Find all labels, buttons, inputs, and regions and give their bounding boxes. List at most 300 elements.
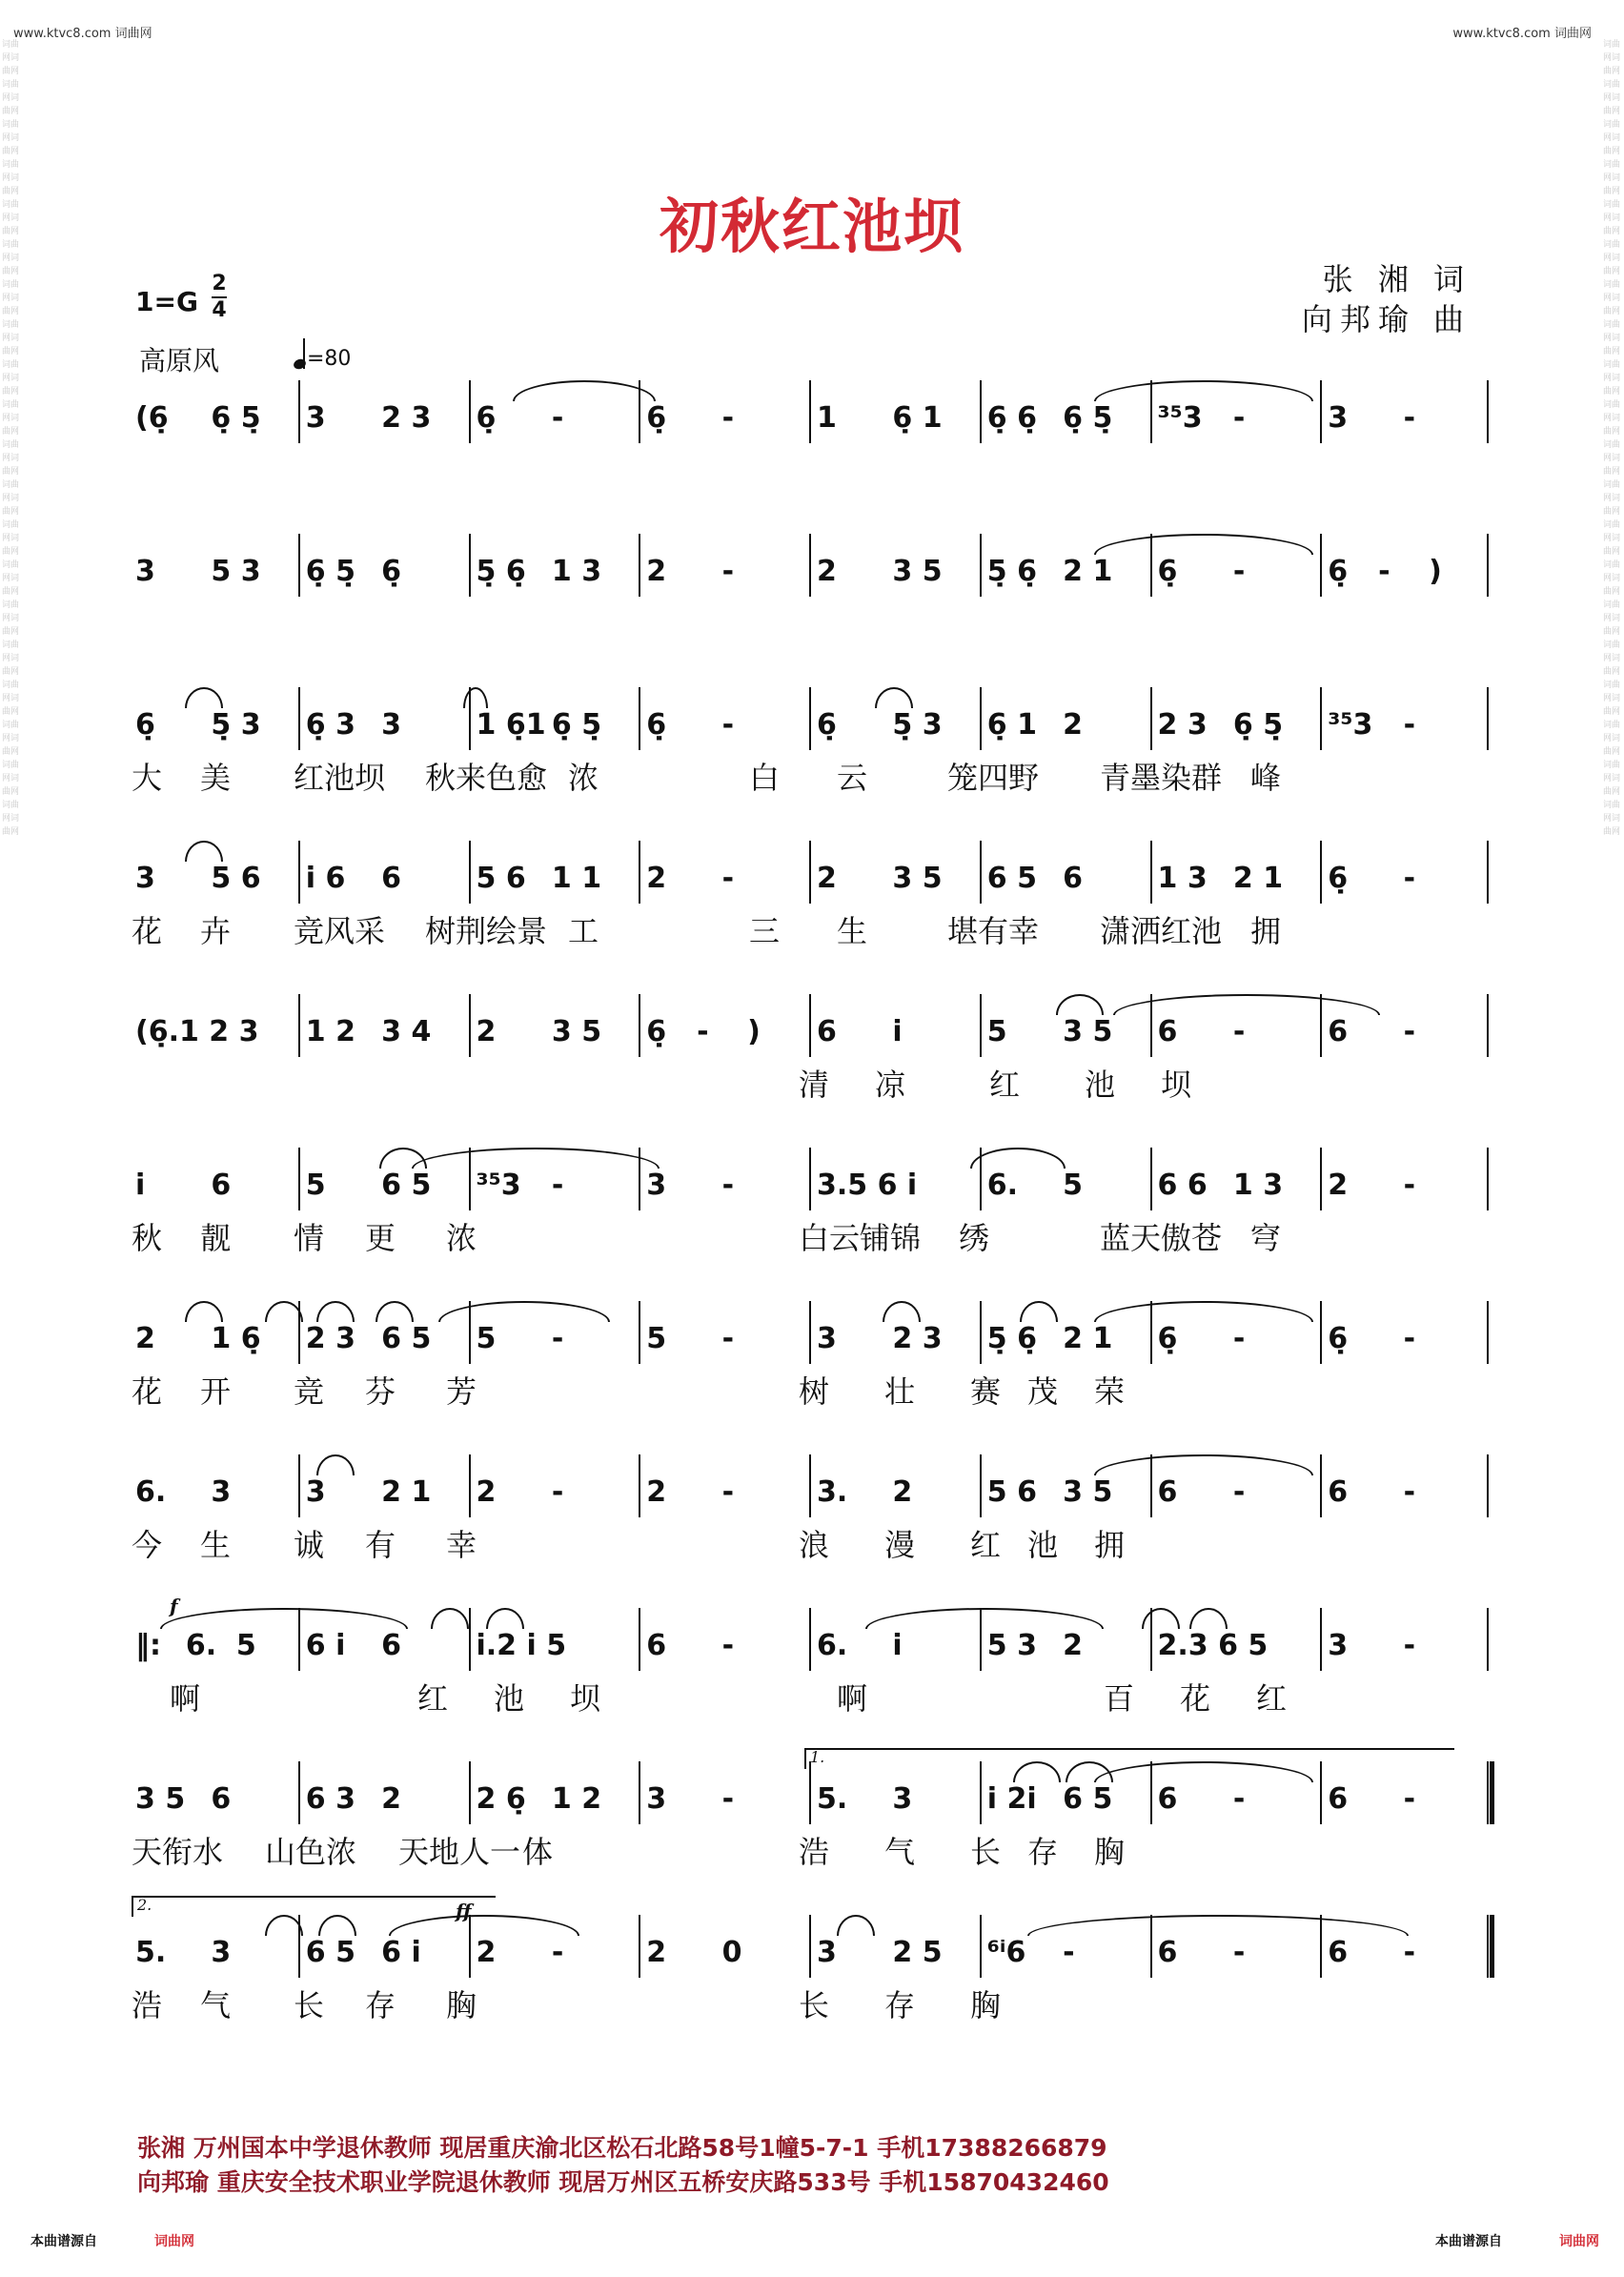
lyric: 胸 <box>446 1987 477 2023</box>
lyric: 今 <box>132 1527 163 1563</box>
barline <box>298 687 300 750</box>
volta-first-label: 1. <box>810 1748 825 1766</box>
barline <box>298 1761 300 1824</box>
hold-dash: - <box>551 1936 564 1969</box>
note: 6 <box>817 1015 837 1048</box>
note: 6̣ <box>646 1015 667 1048</box>
note: 5 6 <box>476 862 526 895</box>
score <box>132 367 1494 2055</box>
barline <box>809 1148 811 1210</box>
notes-row <box>132 1915 1494 1983</box>
barline <box>980 1761 982 1824</box>
note: 6 <box>381 1629 401 1662</box>
lyric: 红 <box>1256 1680 1288 1717</box>
note: 3 <box>135 555 155 588</box>
lyrics-row <box>132 447 1494 500</box>
lyric: 天衔水 <box>132 1834 224 1870</box>
lyric: 卉 <box>200 913 232 949</box>
dynamic-fortissimo: ff <box>456 1900 472 1922</box>
slur <box>1113 994 1380 1015</box>
barline <box>469 380 471 443</box>
final-barline <box>1487 1915 1494 1978</box>
barline <box>639 994 640 1057</box>
score-system <box>132 1595 1494 1748</box>
barline <box>980 1915 982 1978</box>
composer-info: 向邦瑜 重庆安全技术职业学院退休教师 现居万州区五桥安庆路533号 手机15870432460 <box>137 2168 1109 2196</box>
hold-dash: - <box>721 1322 735 1355</box>
note: 6̣ <box>1157 1322 1178 1355</box>
note: 6 <box>1157 1782 1178 1816</box>
source-brand: 词曲网 <box>154 2234 194 2249</box>
hold-dash: - <box>721 555 735 588</box>
note: 5. <box>817 1782 848 1816</box>
barline <box>1487 1454 1489 1517</box>
time-signature <box>212 273 227 322</box>
note: 3 <box>211 1936 232 1969</box>
lyric: 花 <box>1180 1680 1211 1717</box>
note: 6 5 <box>986 862 1037 895</box>
barline <box>469 1608 471 1671</box>
barline <box>1320 380 1322 443</box>
lyric: 红 <box>989 1067 1021 1103</box>
barline <box>298 1454 300 1517</box>
score-system <box>132 1896 1494 2055</box>
hold-dash: - <box>551 401 564 435</box>
lyric: 啊 <box>837 1680 868 1717</box>
slur <box>412 1148 660 1169</box>
hold-dash: - <box>721 708 735 742</box>
side-watermark-left: 词曲网词曲网词曲网词曲网词曲网词曲网词曲网词曲网词曲网词曲网词曲网词曲网词曲网词曲网词曲网词曲网词曲网词曲网词曲网词曲网词曲网词曲网词曲网词曲网词曲网词曲网词曲网词曲网词曲网词曲网词曲网词曲网词曲网词曲网词曲网词曲网词曲网词曲网词曲网词曲网 <box>2 40 19 837</box>
note: 6 <box>1328 1782 1349 1816</box>
note: 6 <box>1328 1015 1349 1048</box>
lyric: 有 <box>365 1527 396 1563</box>
barline <box>809 1301 811 1364</box>
lyric: 凉 <box>875 1067 906 1103</box>
repeat-end-barline <box>1487 1761 1494 1824</box>
note: 6 <box>211 1169 232 1202</box>
repeat-paren: (6̣.1 2 3 <box>135 1015 259 1048</box>
slur <box>883 1301 921 1322</box>
note: 6 <box>1063 862 1083 895</box>
barline <box>298 994 300 1057</box>
note: 6̣ 5̣ <box>1063 401 1113 435</box>
hold-dash: - <box>1403 1322 1416 1355</box>
note: 2 <box>135 1322 155 1355</box>
note: 6. <box>986 1169 1019 1202</box>
lyric: 百 <box>1104 1680 1135 1717</box>
lyric: 穹 <box>1250 1220 1282 1256</box>
note: 2 <box>646 862 667 895</box>
lyric: 浩 <box>132 1987 163 2023</box>
lyric: 存 <box>1027 1834 1059 1870</box>
note: 6̣ <box>1328 555 1349 588</box>
note: 6 6 <box>1157 1169 1208 1202</box>
slur <box>1094 534 1313 555</box>
score-system <box>132 1288 1494 1441</box>
slur <box>1142 1608 1180 1629</box>
hold-dash: - <box>1403 1629 1416 1662</box>
score-system <box>132 367 1494 520</box>
barline <box>1487 994 1489 1057</box>
hold-dash: - <box>551 1322 564 1355</box>
lyric: 山色浓 <box>265 1834 357 1870</box>
credits <box>1302 259 1472 339</box>
note: 6̣ <box>646 708 667 742</box>
lyric: 芬 <box>365 1373 396 1410</box>
barline <box>980 841 982 904</box>
note: 2 3 <box>1157 708 1208 742</box>
note: 2 1 <box>1232 862 1284 895</box>
corner-label: 词曲网 <box>114 27 152 41</box>
slur <box>1094 380 1313 401</box>
repeat-paren: ) <box>747 1015 761 1048</box>
hold-dash: - <box>1403 1475 1416 1509</box>
note: 6 i <box>305 1629 346 1662</box>
note: 1 3 <box>1232 1169 1284 1202</box>
notes-row <box>132 1761 1494 1830</box>
lyric: 蓝天傲苍 <box>1100 1220 1223 1256</box>
note: i 6 <box>305 862 346 895</box>
note: 6 <box>381 862 401 895</box>
note: 6̣ <box>817 708 837 742</box>
note: 6 i <box>381 1936 421 1969</box>
lyric: 云 <box>837 760 868 796</box>
note: 1 6̣ <box>211 1322 261 1355</box>
barline <box>809 994 811 1057</box>
lyric: 气 <box>884 1834 916 1870</box>
slur <box>1027 1915 1409 1936</box>
tempo-marking <box>294 338 351 371</box>
note: 2 <box>892 1475 913 1509</box>
note: 2 <box>646 1475 667 1509</box>
barline <box>1320 1454 1322 1517</box>
note: 3 4 <box>381 1015 432 1048</box>
hold-dash: - <box>551 1169 564 1202</box>
source-label: 本曲谱源自 <box>1435 2234 1502 2249</box>
note: 2 <box>476 1936 497 1969</box>
note: 3 <box>135 862 155 895</box>
note: 3 <box>817 1936 837 1969</box>
lyric: 堪有幸 <box>947 913 1040 949</box>
note: 1 3 <box>551 555 602 588</box>
note: ⁶ⁱ6 <box>986 1936 1026 1969</box>
slur <box>160 1608 408 1629</box>
hold-dash: - <box>1403 1936 1416 1969</box>
lyric: 树 <box>799 1373 830 1410</box>
key-signature: 1=G <box>135 286 198 317</box>
corner-label: 词曲网 <box>1553 27 1592 41</box>
slur <box>486 1608 524 1629</box>
note: 2.3 6 5 <box>1157 1629 1269 1662</box>
lyric: 存 <box>884 1987 916 2023</box>
lyric: 芳 <box>446 1373 477 1410</box>
lyrics-row <box>132 1982 1494 2035</box>
barline <box>980 994 982 1057</box>
hold-dash: - <box>1403 708 1416 742</box>
lyric: 浓 <box>568 760 599 796</box>
note: ³⁵3 <box>1157 401 1203 435</box>
hold-dash: - <box>1232 1015 1246 1048</box>
slur <box>316 1301 355 1322</box>
note: 2 <box>1063 1629 1083 1662</box>
slur <box>438 1301 610 1322</box>
note: 5̣ 3 <box>892 708 943 742</box>
note: 3 <box>381 708 401 742</box>
note: 2 3 <box>305 1322 355 1355</box>
note: 1 1 <box>551 862 602 895</box>
lyric: 赛 <box>970 1373 1002 1410</box>
note: 5 <box>305 1169 326 1202</box>
repeat-paren: (6̣ <box>135 401 169 435</box>
note: 2 <box>646 555 667 588</box>
note: 3 <box>305 401 326 435</box>
barline <box>469 534 471 597</box>
lyric: 池 <box>1027 1527 1059 1563</box>
note: 5. <box>135 1936 167 1969</box>
composer: 向邦瑜 曲 <box>1301 301 1472 337</box>
notes-row <box>132 1148 1494 1216</box>
lyric: 长 <box>294 1987 325 2023</box>
note: 2 <box>476 1475 497 1509</box>
score-system <box>132 1441 1494 1595</box>
note: 2 <box>1328 1169 1349 1202</box>
lyric: 浪 <box>799 1527 830 1563</box>
lyric: 池 <box>494 1680 525 1717</box>
lyrics-row <box>132 754 1494 807</box>
hold-dash: - <box>721 1475 735 1509</box>
note: 3 <box>892 1782 913 1816</box>
corner-site: www.ktvc8.com <box>13 27 112 41</box>
notes-row <box>132 380 1494 449</box>
barline <box>1487 1148 1489 1210</box>
notes-row <box>132 687 1494 756</box>
lyric: 气 <box>200 1987 232 2023</box>
lyric: 漫 <box>884 1527 916 1563</box>
barline <box>809 1761 811 1824</box>
note: 6̣ 5̣ <box>211 401 261 435</box>
corner-watermark-left <box>13 23 152 41</box>
slur <box>185 687 223 708</box>
score-system <box>132 981 1494 1134</box>
lyric: 坝 <box>1161 1067 1192 1103</box>
hold-dash: - <box>721 1782 735 1816</box>
source-brand: 词曲网 <box>1559 2234 1599 2249</box>
barline <box>1320 534 1322 597</box>
hold-dash: - <box>1232 1782 1246 1816</box>
hold-dash: - <box>1232 1936 1246 1969</box>
author-info <box>137 2131 1109 2200</box>
barline <box>1487 1608 1489 1671</box>
barline <box>1320 841 1322 904</box>
note: 2 5 <box>892 1936 943 1969</box>
barline <box>639 534 640 597</box>
lyric: 三 <box>749 913 781 949</box>
barline <box>469 1454 471 1517</box>
note: 6̣ <box>135 708 155 742</box>
hold-dash: - <box>721 862 735 895</box>
barline <box>1487 687 1489 750</box>
barline <box>809 1608 811 1671</box>
corner-watermark-right <box>1452 23 1592 41</box>
score-system <box>132 1134 1494 1288</box>
slur <box>1094 1454 1313 1475</box>
hold-dash: - <box>1232 401 1246 435</box>
lyric: 荣 <box>1094 1373 1126 1410</box>
note: 3.5 6 i <box>817 1169 918 1202</box>
barline <box>639 1301 640 1364</box>
lyric: 开 <box>200 1373 232 1410</box>
note: 3 <box>211 1475 232 1509</box>
note: 6̣ <box>476 401 497 435</box>
slur <box>185 841 223 862</box>
slur <box>376 1301 414 1322</box>
note: 3 5 <box>892 862 943 895</box>
lyric: 白云铺锦 <box>799 1220 922 1256</box>
lyric: 胸 <box>1094 1834 1126 1870</box>
note: 2 <box>817 862 837 895</box>
score-system <box>132 827 1494 981</box>
corner-site: www.ktvc8.com <box>1452 27 1551 41</box>
lyric: 壮 <box>884 1373 916 1410</box>
note: 6̣ 3 <box>305 708 355 742</box>
notes-row <box>132 1301 1494 1370</box>
repeat-paren: ) <box>1429 555 1442 588</box>
note: 2 <box>476 1015 497 1048</box>
note: 2 <box>646 1936 667 1969</box>
note: 5 <box>1063 1169 1083 1202</box>
note: 3 <box>646 1169 667 1202</box>
hold-dash: - <box>551 1475 564 1509</box>
notes-row <box>132 841 1494 909</box>
notes-row <box>132 534 1494 602</box>
note: 5 <box>986 1015 1007 1048</box>
note: i 2i <box>986 1782 1037 1816</box>
note: 6 3 <box>305 1782 355 1816</box>
barline <box>639 841 640 904</box>
song-title: 初秋红池坝 <box>659 192 964 261</box>
lyric: 生 <box>200 1527 232 1563</box>
tempo-value: =80 <box>307 347 352 371</box>
lyrics-row <box>132 907 1494 961</box>
note: 3 5 <box>1063 1015 1113 1048</box>
lyric: 红池坝 <box>294 760 386 796</box>
barline <box>1320 1148 1322 1210</box>
note: 3 <box>817 1322 837 1355</box>
note: 5 <box>235 1629 256 1662</box>
lyric: 美 <box>200 760 232 796</box>
barline <box>298 1148 300 1210</box>
note: 6̣ 5̣ <box>1232 708 1284 742</box>
note: 5 <box>646 1322 667 1355</box>
barline <box>1150 841 1152 904</box>
dynamic-forte: f <box>170 1595 178 1617</box>
note: 6̣ <box>1157 555 1178 588</box>
lyric: 潇洒红池 <box>1100 913 1223 949</box>
lyrics-row <box>132 600 1494 654</box>
source-note-right <box>1435 2231 1599 2250</box>
barline <box>1487 380 1489 443</box>
note: 2 1 <box>1063 555 1113 588</box>
lyrics-row <box>132 1368 1494 1421</box>
hold-dash: - <box>1232 1322 1246 1355</box>
hold-dash: - <box>1232 555 1246 588</box>
note: 6. <box>185 1629 217 1662</box>
barline <box>469 1761 471 1824</box>
barline <box>1487 841 1489 904</box>
lyric: 坝 <box>570 1680 601 1717</box>
note: 6 5 <box>1063 1782 1113 1816</box>
slur <box>837 1915 875 1936</box>
lyric: 工 <box>568 913 599 949</box>
side-watermark-right: 词曲网词曲网词曲网词曲网词曲网词曲网词曲网词曲网词曲网词曲网词曲网词曲网词曲网词曲网词曲网词曲网词曲网词曲网词曲网词曲网词曲网词曲网词曲网词曲网词曲网词曲网词曲网词曲网词曲网词曲网词曲网词曲网词曲网词曲网词曲网词曲网词曲网词曲网词曲网词曲网 <box>1603 40 1620 837</box>
lyric: 秋来色愈 <box>425 760 548 796</box>
hold-dash: - <box>721 401 735 435</box>
lyric: 天地人一 <box>398 1834 521 1870</box>
barline <box>639 1761 640 1824</box>
note: ³⁵3 <box>1328 708 1373 742</box>
barline <box>1320 1301 1322 1364</box>
barline <box>469 841 471 904</box>
lyric: 浓 <box>446 1220 477 1256</box>
lyric: 大 <box>132 760 163 796</box>
barline <box>809 687 811 750</box>
slur <box>513 380 656 401</box>
note: 6 <box>211 1782 232 1816</box>
note: 6 <box>1328 1475 1349 1509</box>
note: 2 <box>1063 708 1083 742</box>
lyric: 绣 <box>959 1220 990 1256</box>
barline <box>1487 1301 1489 1364</box>
lyric: 存 <box>365 1987 396 2023</box>
note: 2 3 <box>381 401 432 435</box>
barline <box>1150 687 1152 750</box>
note: i <box>892 1629 903 1662</box>
note: 6̣ 6̣ <box>986 401 1037 435</box>
notes-row <box>132 1454 1494 1523</box>
note: 3 <box>1328 1629 1349 1662</box>
style-marking: 高原风 <box>139 345 220 376</box>
slur <box>865 1608 1104 1629</box>
note: 2 1 <box>1063 1322 1113 1355</box>
barline <box>809 1454 811 1517</box>
hold-dash: - <box>721 1629 735 1662</box>
time-sig-top: 2 <box>212 272 227 295</box>
barline <box>639 1608 640 1671</box>
volta-first <box>804 1748 1454 1769</box>
note: 2 6̣ <box>476 1782 526 1816</box>
barline <box>1150 1148 1152 1210</box>
note: ³⁵3 <box>476 1169 521 1202</box>
slur <box>970 1148 1066 1169</box>
note: 2 1 <box>381 1475 432 1509</box>
note: 6 5 <box>381 1322 432 1355</box>
note: 6̣ <box>1328 1322 1349 1355</box>
barline <box>639 1454 640 1517</box>
lyric: 诚 <box>294 1527 325 1563</box>
note: 6̣ 5̣ <box>551 708 602 742</box>
slur <box>1020 1301 1058 1322</box>
lyric: 青墨染群 <box>1100 760 1223 796</box>
lyric: 红 <box>417 1680 449 1717</box>
note: 3 <box>1328 401 1349 435</box>
note: 3 5 <box>135 1782 186 1816</box>
lyric: 竞 <box>294 1373 325 1410</box>
lyrics-row <box>132 1828 1494 1881</box>
hold-dash: - <box>1403 1015 1416 1048</box>
barline <box>639 687 640 750</box>
lyric: 笼四野 <box>947 760 1040 796</box>
note: 6̣ <box>381 555 401 588</box>
